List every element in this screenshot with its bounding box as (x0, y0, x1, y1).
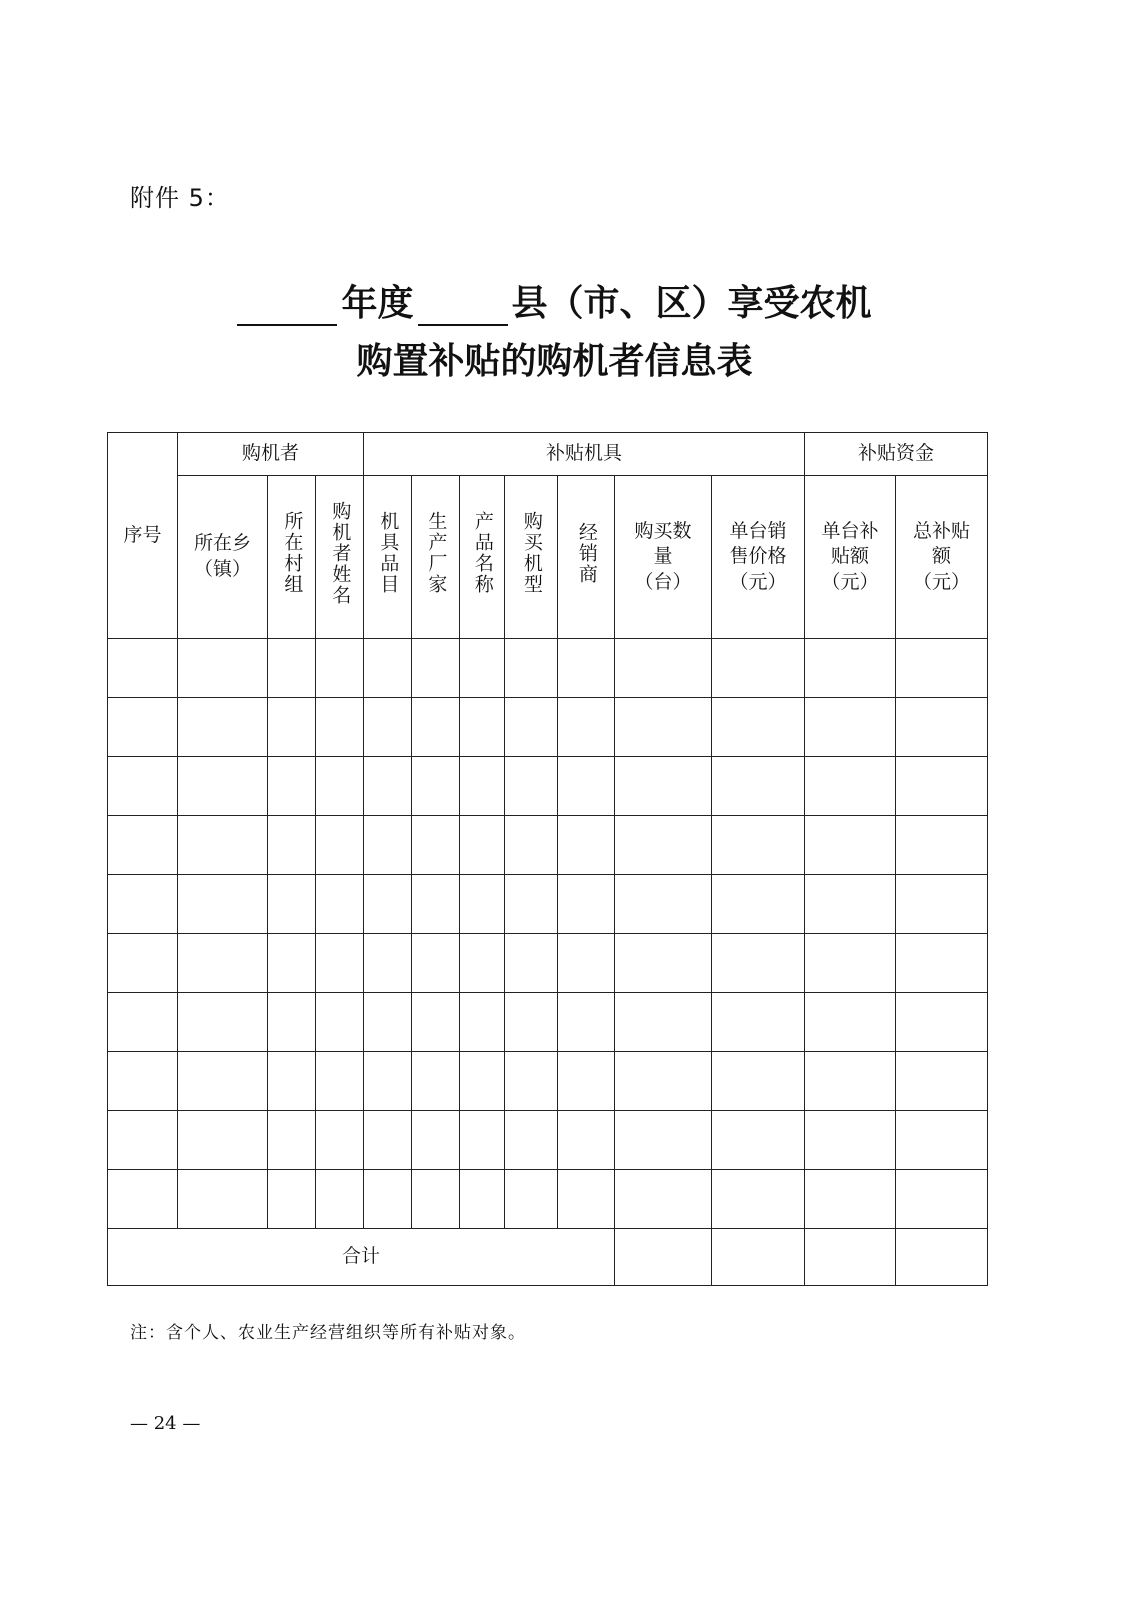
group-buyer-header: 购机者 (178, 433, 364, 476)
table-cell[interactable] (460, 757, 505, 816)
table-cell[interactable] (268, 934, 316, 993)
table-cell[interactable] (364, 1111, 412, 1170)
table-cell[interactable] (505, 993, 558, 1052)
table-cell[interactable] (805, 698, 896, 757)
table-row (108, 1052, 988, 1111)
col-buyer-name-header (316, 476, 364, 639)
group-funds-header: 补贴资金 (805, 433, 988, 476)
table-cell[interactable] (108, 993, 178, 1052)
table-cell[interactable] (178, 698, 268, 757)
title-line-2: 购置补贴的购机者信息表 (356, 340, 753, 382)
table-row (108, 993, 988, 1052)
table-cell[interactable] (178, 757, 268, 816)
col-machine-item-header (364, 476, 412, 639)
col-product-name-header (460, 476, 505, 639)
table-cell[interactable] (615, 1052, 712, 1111)
table-cell[interactable] (558, 757, 615, 816)
total-subsidy-cell[interactable] (896, 1229, 988, 1286)
table-cell[interactable] (108, 934, 178, 993)
table-cell[interactable] (615, 816, 712, 875)
county-blank (418, 290, 508, 326)
table-cell[interactable] (505, 1052, 558, 1111)
col-buyer-name-label: 购机者姓名 (329, 500, 352, 606)
title-line-1 (0, 275, 1119, 326)
col-product-name-label: 产品名称 (471, 511, 494, 596)
table-cell[interactable] (896, 1170, 988, 1229)
table-row (108, 816, 988, 875)
col-total-subsidy-header: 总补贴额（元） (896, 476, 988, 639)
table-cell[interactable] (460, 875, 505, 934)
table-cell[interactable] (558, 698, 615, 757)
table-cell[interactable] (896, 1111, 988, 1170)
table-cell[interactable] (712, 1170, 805, 1229)
table-cell[interactable] (615, 639, 712, 698)
table-cell[interactable] (412, 993, 460, 1052)
table-cell[interactable] (896, 934, 988, 993)
table-cell[interactable] (364, 993, 412, 1052)
table-row (108, 875, 988, 934)
header-row-columns (108, 476, 988, 639)
table-cell[interactable] (108, 1111, 178, 1170)
table-row (108, 639, 988, 698)
table-cell[interactable] (178, 993, 268, 1052)
table-cell[interactable] (316, 816, 364, 875)
table-cell[interactable] (412, 1111, 460, 1170)
table-cell[interactable] (178, 639, 268, 698)
table-cell[interactable] (896, 875, 988, 934)
table-cell[interactable] (558, 816, 615, 875)
table-row (108, 934, 988, 993)
col-unit-price-header: 单台销售价格（元） (712, 476, 805, 639)
table-cell[interactable] (805, 934, 896, 993)
table-cell[interactable] (364, 934, 412, 993)
table-cell[interactable] (615, 934, 712, 993)
col-machine-item-label: 机具品目 (377, 511, 400, 596)
col-quantity-header: 购买数量（台） (615, 476, 712, 639)
table-cell[interactable] (505, 1111, 558, 1170)
table-cell[interactable] (108, 1170, 178, 1229)
table-cell[interactable] (316, 698, 364, 757)
table-cell[interactable] (268, 1111, 316, 1170)
table-cell[interactable] (896, 757, 988, 816)
table-cell[interactable] (558, 934, 615, 993)
table-cell[interactable] (712, 1052, 805, 1111)
table-cell[interactable] (460, 698, 505, 757)
table-cell[interactable] (615, 698, 712, 757)
table-row (108, 1111, 988, 1170)
table-cell[interactable] (364, 816, 412, 875)
table-cell[interactable] (460, 816, 505, 875)
table-cell[interactable] (108, 816, 178, 875)
table-cell[interactable] (460, 1111, 505, 1170)
table-cell[interactable] (268, 1052, 316, 1111)
table-cell[interactable] (412, 698, 460, 757)
table-cell[interactable] (712, 639, 805, 698)
table-cell[interactable] (712, 698, 805, 757)
table-cell[interactable] (505, 816, 558, 875)
table-cell[interactable] (460, 639, 505, 698)
total-price-cell[interactable] (712, 1229, 805, 1286)
table-cell[interactable] (316, 875, 364, 934)
seq-header: 序号 (108, 433, 178, 639)
table-row (108, 1170, 988, 1229)
table-cell[interactable] (805, 816, 896, 875)
table-cell[interactable] (558, 1170, 615, 1229)
table-cell[interactable] (460, 993, 505, 1052)
table-cell[interactable] (178, 1170, 268, 1229)
table-cell[interactable] (896, 1052, 988, 1111)
table-cell[interactable] (805, 1170, 896, 1229)
table-cell[interactable] (505, 757, 558, 816)
footnote: 注：含个人、农业生产经营组织等所有补贴对象。 (130, 1323, 526, 1343)
table-cell[interactable] (412, 934, 460, 993)
col-model-label: 购买机型 (520, 511, 543, 596)
table-cell[interactable] (412, 639, 460, 698)
table-cell[interactable] (558, 875, 615, 934)
table-cell[interactable] (268, 1170, 316, 1229)
table-cell[interactable] (896, 993, 988, 1052)
header-row-groups (108, 433, 988, 476)
col-township-header: 所在乡（镇） (178, 476, 268, 639)
year-blank (237, 290, 337, 326)
table-cell[interactable] (505, 934, 558, 993)
table-cell[interactable] (268, 639, 316, 698)
table-cell[interactable] (364, 639, 412, 698)
table-cell[interactable] (460, 934, 505, 993)
table-cell[interactable] (805, 1111, 896, 1170)
group-machine-header: 补贴机具 (364, 433, 805, 476)
table-cell[interactable] (896, 698, 988, 757)
total-row (108, 1229, 988, 1286)
table-cell[interactable] (268, 757, 316, 816)
table-cell[interactable] (460, 1170, 505, 1229)
table-cell[interactable] (712, 1111, 805, 1170)
table-cell[interactable] (316, 1052, 364, 1111)
buyer-info-table (107, 432, 988, 1286)
attachment-label: 附件 5： (130, 184, 230, 212)
total-unit-subsidy-cell[interactable] (805, 1229, 896, 1286)
table-cell[interactable] (412, 1170, 460, 1229)
table-cell[interactable] (108, 698, 178, 757)
table-cell[interactable] (364, 698, 412, 757)
table-cell[interactable] (712, 875, 805, 934)
table-cell[interactable] (364, 875, 412, 934)
table-cell[interactable] (615, 875, 712, 934)
table-cell[interactable] (108, 875, 178, 934)
table-row (108, 698, 988, 757)
table-cell[interactable] (505, 639, 558, 698)
table-cell[interactable] (615, 1170, 712, 1229)
table-cell[interactable] (412, 1052, 460, 1111)
table-cell[interactable] (268, 875, 316, 934)
table-cell[interactable] (412, 875, 460, 934)
table-cell[interactable] (712, 816, 805, 875)
table-cell[interactable] (805, 993, 896, 1052)
table-cell[interactable] (364, 1170, 412, 1229)
table-cell[interactable] (505, 875, 558, 934)
table-cell[interactable] (268, 993, 316, 1052)
table-cell[interactable] (505, 698, 558, 757)
table-cell[interactable] (178, 934, 268, 993)
col-unit-subsidy-header: 单台补贴额（元） (805, 476, 896, 639)
total-label: 合计 (108, 1229, 615, 1286)
table-cell[interactable] (316, 639, 364, 698)
table-cell[interactable] (615, 993, 712, 1052)
table-cell[interactable] (558, 639, 615, 698)
table-cell[interactable] (412, 816, 460, 875)
table-cell[interactable] (805, 875, 896, 934)
table-cell[interactable] (108, 757, 178, 816)
table-cell[interactable] (712, 993, 805, 1052)
table-cell[interactable] (558, 1111, 615, 1170)
col-dealer-label: 经销商 (575, 521, 598, 585)
col-dealer-header (558, 476, 615, 639)
table-cell[interactable] (558, 993, 615, 1052)
col-manufacturer-label: 生产厂家 (425, 511, 448, 596)
table-cell[interactable] (460, 1052, 505, 1111)
table-cell[interactable] (805, 639, 896, 698)
table-cell[interactable] (615, 757, 712, 816)
title-county-text: 县（市、区）享受农机 (511, 282, 872, 324)
table-cell[interactable] (178, 1111, 268, 1170)
table-cell[interactable] (316, 993, 364, 1052)
table-cell[interactable] (316, 1111, 364, 1170)
title-year-text: 年度 (341, 282, 414, 324)
table-cell[interactable] (178, 816, 268, 875)
page-number: — 24 — (130, 1413, 201, 1434)
table-cell[interactable] (805, 757, 896, 816)
table-cell[interactable] (268, 816, 316, 875)
table-cell[interactable] (805, 1052, 896, 1111)
table-cell[interactable] (412, 757, 460, 816)
table-cell[interactable] (316, 934, 364, 993)
table-cell[interactable] (316, 1170, 364, 1229)
table-cell[interactable] (178, 875, 268, 934)
table-cell[interactable] (364, 1052, 412, 1111)
table-cell[interactable] (712, 757, 805, 816)
table-cell[interactable] (505, 1170, 558, 1229)
table-cell[interactable] (364, 757, 412, 816)
table-cell[interactable] (896, 816, 988, 875)
table-cell[interactable] (615, 1111, 712, 1170)
col-model-header (505, 476, 558, 639)
col-village-header (268, 476, 316, 639)
table-cell[interactable] (108, 639, 178, 698)
col-manufacturer-header (412, 476, 460, 639)
col-village-label: 所在村组 (281, 511, 304, 596)
table-body (108, 639, 988, 1229)
table-cell[interactable] (712, 934, 805, 993)
table-row (108, 757, 988, 816)
table-cell[interactable] (108, 1052, 178, 1111)
table-cell[interactable] (896, 639, 988, 698)
table-cell[interactable] (316, 757, 364, 816)
total-quantity-cell[interactable] (615, 1229, 712, 1286)
table-cell[interactable] (558, 1052, 615, 1111)
table-cell[interactable] (178, 1052, 268, 1111)
table-cell[interactable] (268, 698, 316, 757)
